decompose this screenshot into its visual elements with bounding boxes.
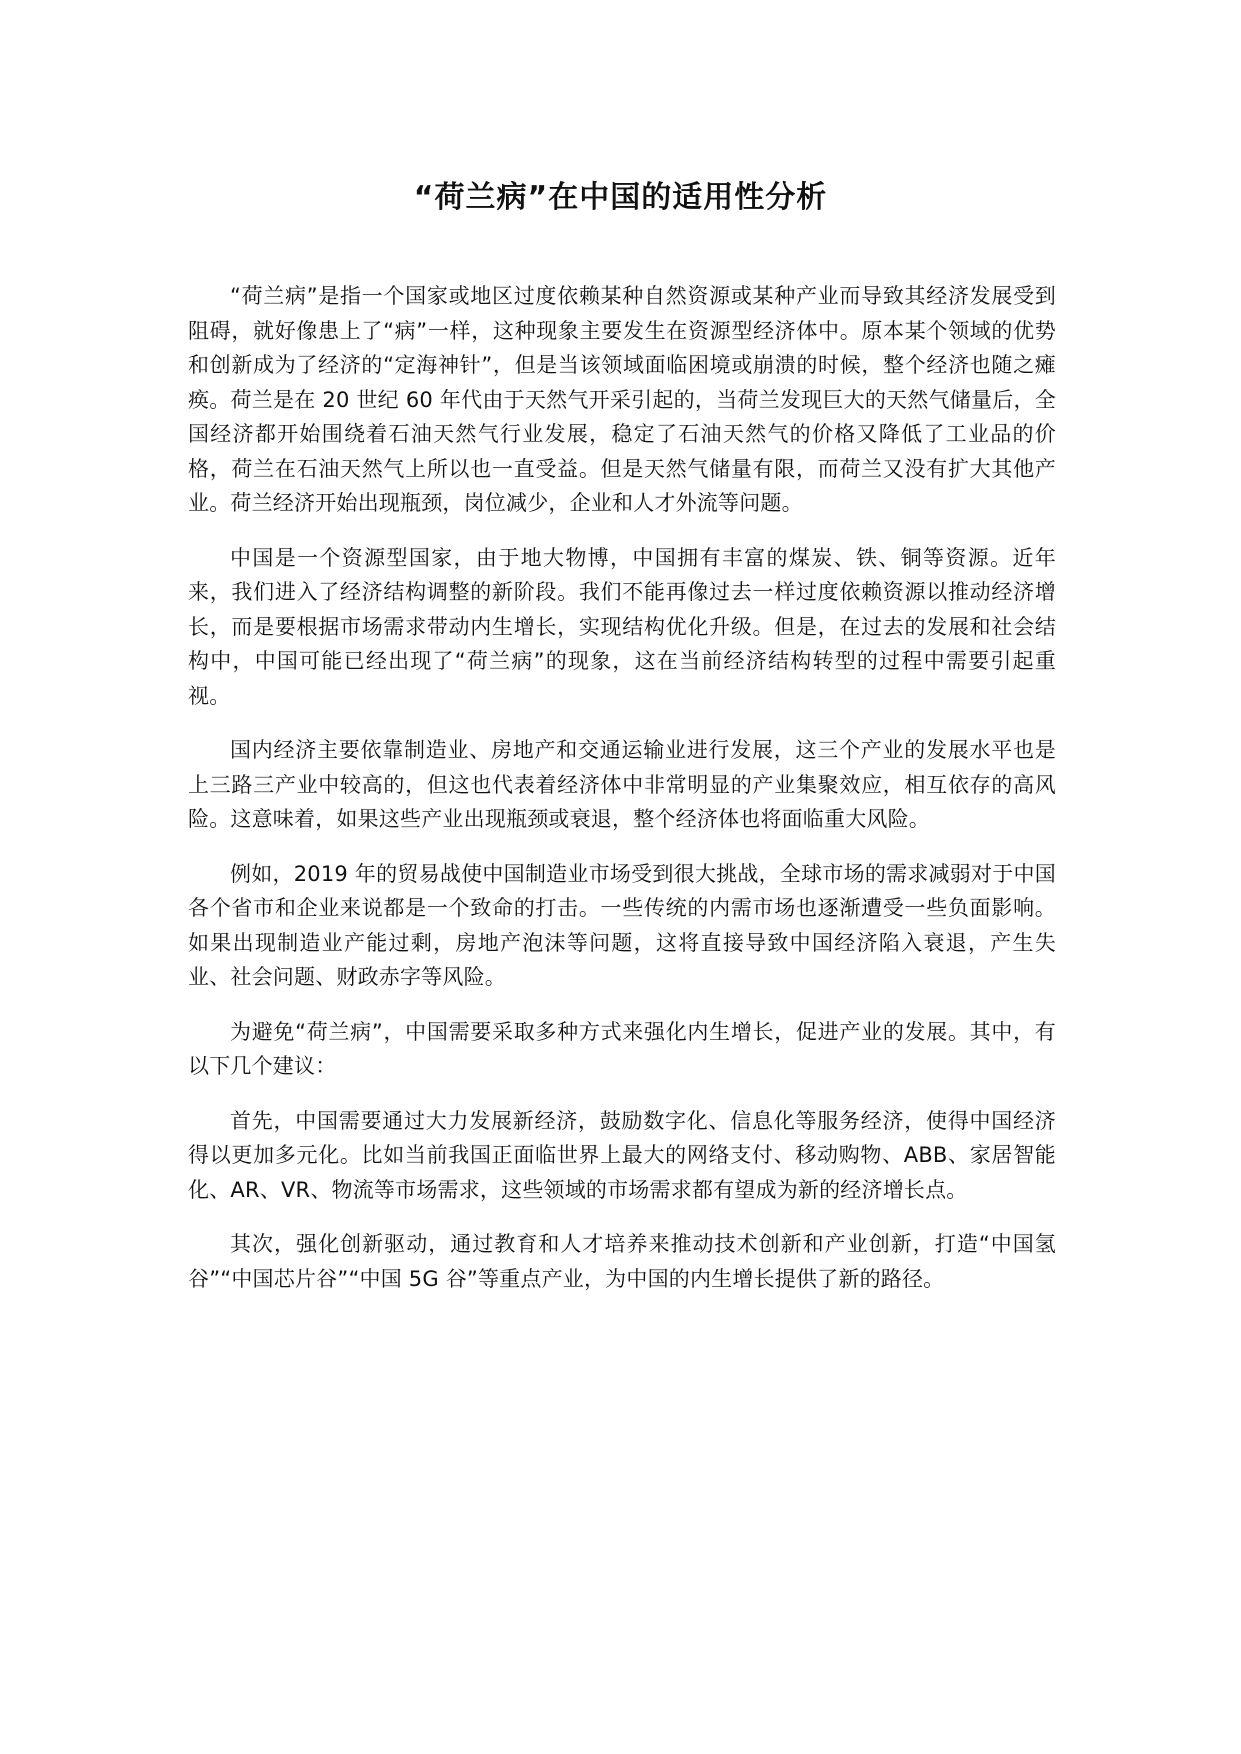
document-body [188,279,1056,1316]
paragraph-second-recommendation: 其次，强化创新驱动，通过教育和人才培养来推动技术创新和产业创新，打造“中国氢谷”“中国芯片谷”“中国 5G 谷”等重点产业，为中国的内生增长提供了新的路径。 [188,1232,1056,1291]
paragraph-first-recommendation: 首先，中国需要通过大力发展新经济，鼓励数字化、信息化等服务经济，使得中国经济得以更加多元化。比如当前我国正面临世界上最大的网络支付、移动购物、ABB、家居智能化、AR、VR、物流等市场需求，这些领域的市场需求都有望成为新的经济增长点。 [188,1108,1056,1202]
paragraph-trade-war-example: 例如，2019 年的贸易战使中国制造业市场受到很大挑战，全球市场的需求减弱对于中国各个省市和企业来说都是一个致命的打击。一些传统的内需市场也逐渐遭受一些负面影响。如果出现制造业产能过剩，房地产泡沫等问题，这将直接导致中国经济陷入衰退，产生失业、社会问题、财政赤字等风险。 [188,861,1056,989]
paragraph-definition: “荷兰病”是指一个国家或地区过度依赖某种自然资源或某种产业而导致其经济发展受到阻碍，就好像患上了“病”一样，这种现象主要发生在资源型经济体中。原本某个领域的优势和创新成为了经济的“定海神针”，但是当该领域面临困境或崩溃的时候，整个经济也随之瘫痪。荷兰是在 20 世纪 60 年代由于天然气开采引起的，当荷兰发现巨大的天然气储量后，全国经济都开始围绕着石油天然气行业发展，稳定了石油天然气的价格又降低了工业品的价格，荷兰在石油天然气上所以也一直受益。但是天然气储量有限，而荷兰又没有扩大其他产业。荷兰经济开始出现瓶颈，岗位减少，企业和人才外流等问题。 [188,284,1056,515]
paragraph-industry-risk: 国内经济主要依靠制造业、房地产和交通运输业进行发展，这三个产业的发展水平也是上三路三产业中较高的，但这也代表着经济体中非常明显的产业集聚效应，相互依存的高风险。这意味着，如果这些产业出现瓶颈或衰退，整个经济体也将面临重大风险。 [188,738,1056,831]
document-title: “荷兰病”在中国的适用性分析 [413,180,828,215]
paragraph-recommendations-intro: 为避免“荷兰病”，中国需要采取多种方式来强化内生增长，促进产业的发展。其中，有以下几个建议： [188,1019,1056,1078]
paragraph-china-resources: 中国是一个资源型国家，由于地大物博，中国拥有丰富的煤炭、铁、铜等资源。近年来，我们进入了经济结构调整的新阶段。我们不能再像过去一样过度依赖资源以推动经济增长，而是要根据市场需求带动内生增长，实现结构优化升级。但是，在过去的发展和社会结构中，中国可能已经出现了“荷兰病”的现象，这在当前经济结构转型的过程中需要引起重视。 [188,545,1056,708]
